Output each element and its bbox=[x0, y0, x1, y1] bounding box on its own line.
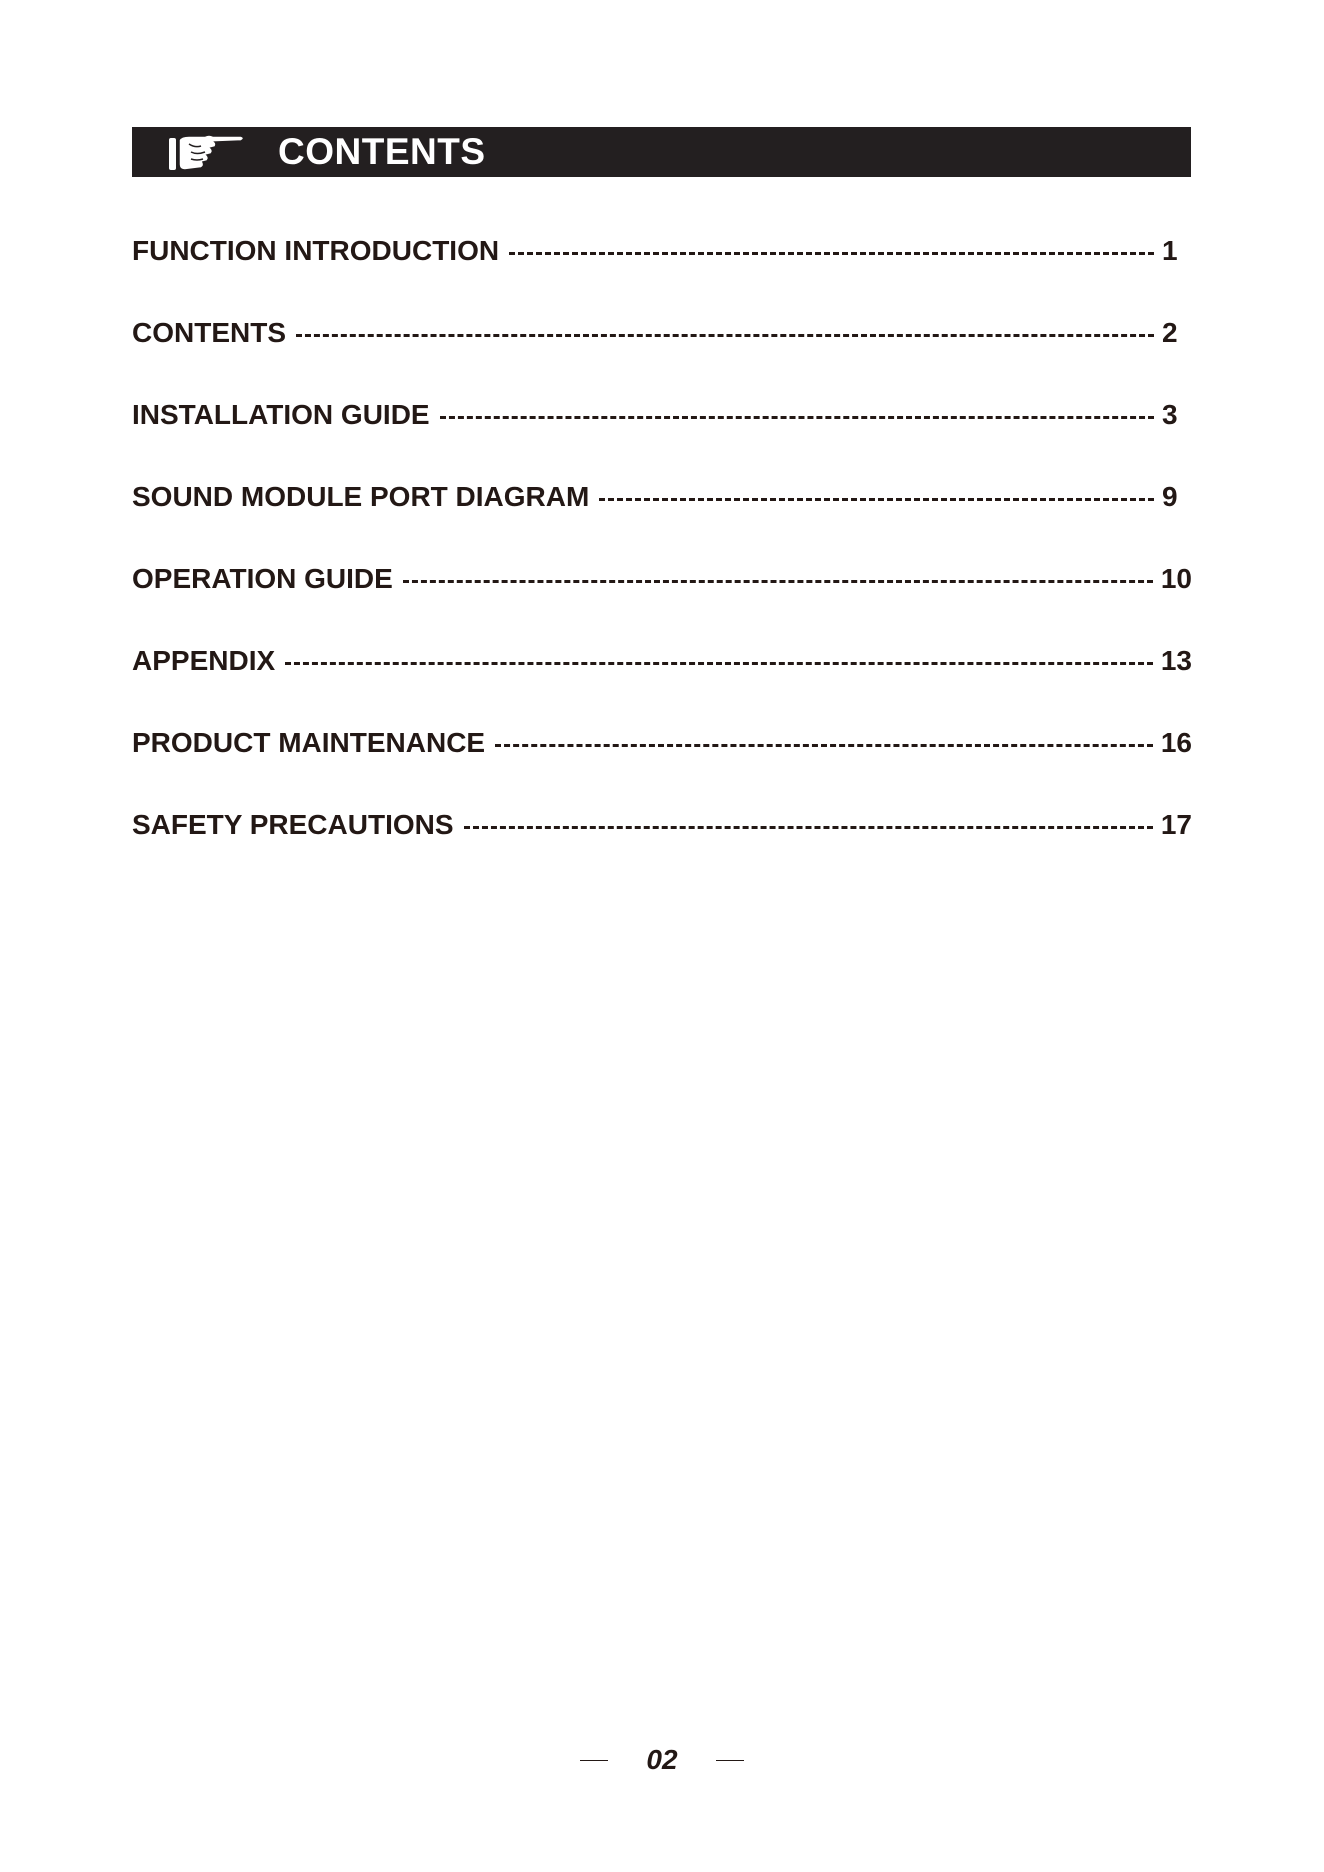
toc-entry-page: 10 bbox=[1160, 563, 1192, 594]
toc-entry-label: PRODUCT MAINTENANCE bbox=[132, 727, 486, 758]
toc-entry-label: SAFETY PRECAUTIONS bbox=[132, 809, 454, 840]
toc-dotted-leader bbox=[403, 580, 1153, 583]
footer-dash-left bbox=[580, 1760, 608, 1761]
toc-entry-label: CONTENTS bbox=[132, 317, 286, 348]
toc-entry-sound-module-port-diagram[interactable] bbox=[132, 456, 1192, 538]
toc-entry-label: SOUND MODULE PORT DIAGRAM bbox=[132, 481, 590, 512]
footer-dash-right bbox=[716, 1760, 744, 1761]
pointing-hand-icon bbox=[165, 130, 247, 174]
toc-entry-contents[interactable] bbox=[132, 292, 1192, 374]
toc-entry-label: APPENDIX bbox=[132, 645, 276, 676]
table-of-contents bbox=[132, 210, 1192, 866]
toc-dotted-leader bbox=[285, 662, 1153, 665]
toc-entry-operation-guide[interactable] bbox=[132, 538, 1192, 620]
toc-dotted-leader bbox=[296, 334, 1154, 337]
toc-entry-page: 9 bbox=[1162, 481, 1178, 512]
toc-entry-page: 1 bbox=[1162, 235, 1178, 266]
toc-entry-appendix[interactable] bbox=[132, 620, 1192, 702]
toc-entry-label: FUNCTION INTRODUCTION bbox=[132, 235, 500, 266]
toc-dotted-leader bbox=[495, 744, 1153, 747]
toc-dotted-leader bbox=[509, 252, 1154, 255]
toc-dotted-leader bbox=[599, 498, 1154, 501]
toc-entry-installation-guide[interactable] bbox=[132, 374, 1192, 456]
toc-entry-label: INSTALLATION GUIDE bbox=[132, 399, 430, 430]
toc-entry-product-maintenance[interactable] bbox=[132, 702, 1192, 784]
toc-dotted-leader bbox=[440, 416, 1154, 419]
toc-entry-page: 13 bbox=[1160, 645, 1192, 676]
page-footer bbox=[0, 1740, 1324, 1780]
toc-dotted-leader bbox=[464, 826, 1153, 829]
toc-entry-page: 2 bbox=[1162, 317, 1178, 348]
toc-entry-page: 3 bbox=[1162, 399, 1178, 430]
toc-entry-safety-precautions[interactable] bbox=[132, 784, 1192, 866]
contents-header-bar bbox=[132, 127, 1191, 177]
toc-entry-label: OPERATION GUIDE bbox=[132, 563, 393, 594]
page-title: CONTENTS bbox=[278, 131, 486, 172]
toc-entry-function-introduction[interactable] bbox=[132, 210, 1192, 292]
page-number: 02 bbox=[646, 1744, 678, 1775]
toc-entry-page: 16 bbox=[1160, 727, 1192, 758]
toc-entry-page: 17 bbox=[1160, 809, 1192, 840]
